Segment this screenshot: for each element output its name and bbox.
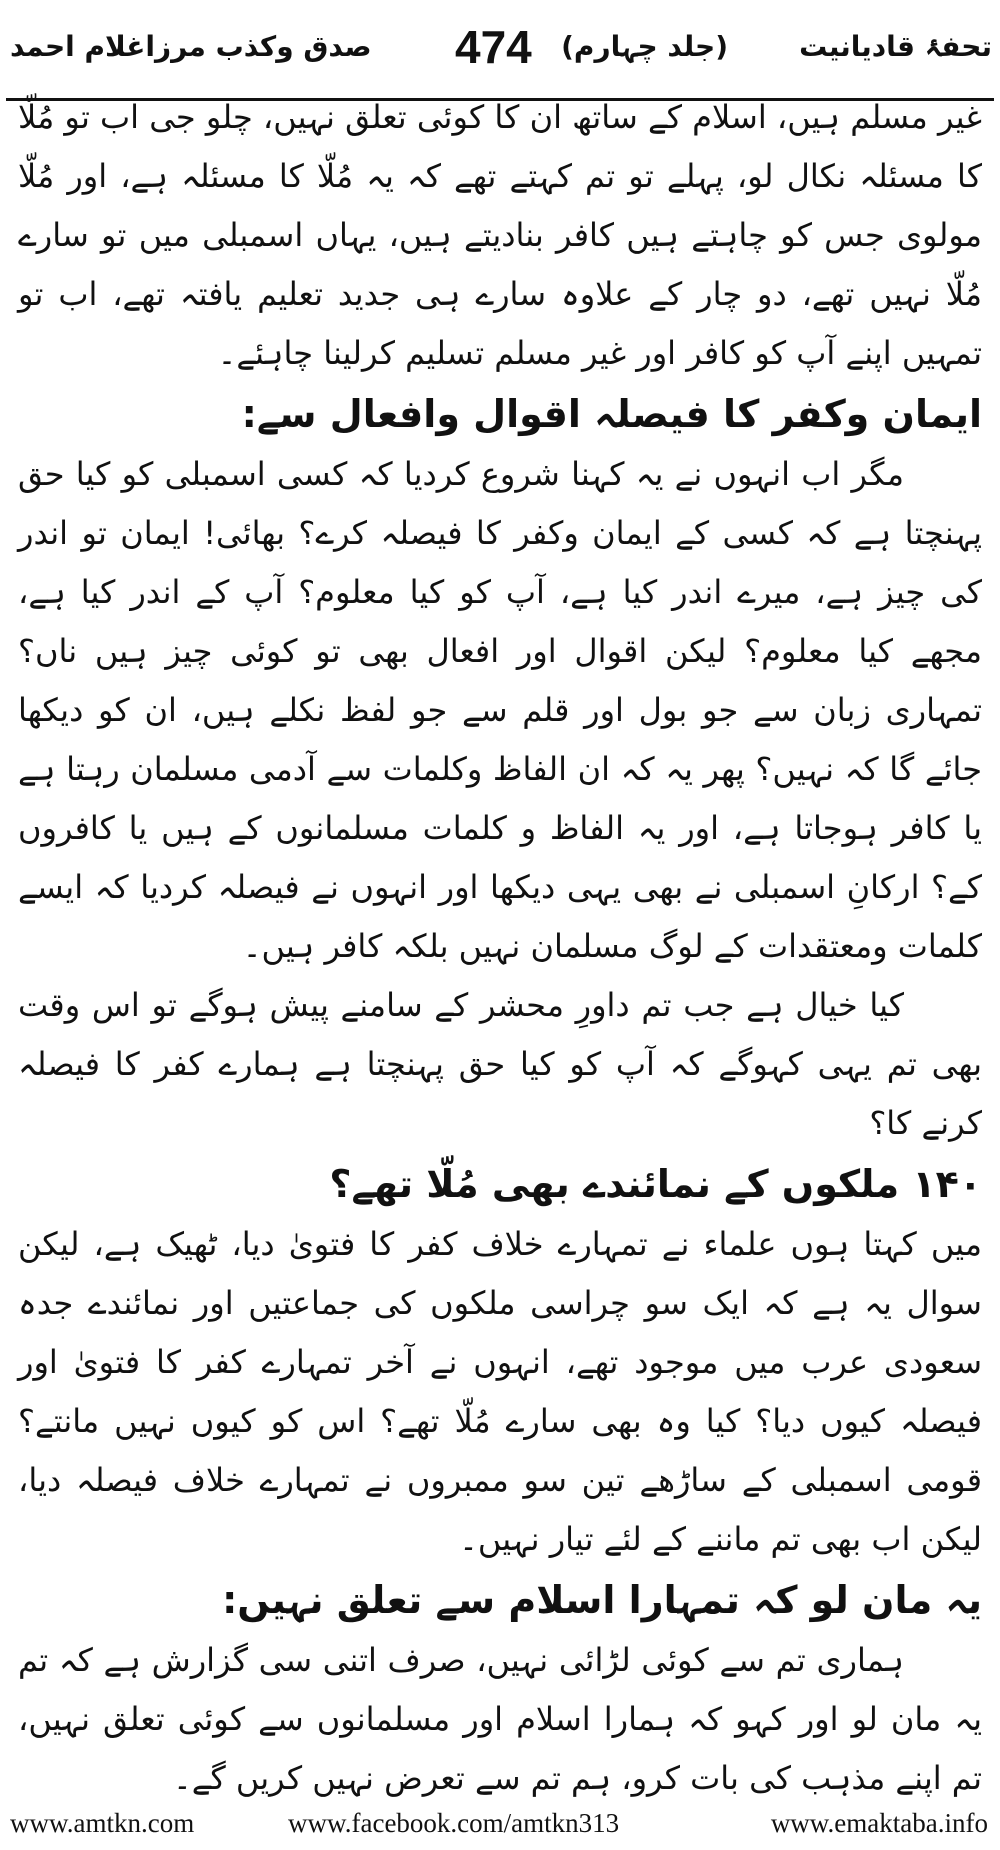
volume-label: (جلد چہارم)	[561, 30, 728, 63]
footer-link-emaktaba[interactable]: www.emaktaba.info	[770, 1808, 988, 1838]
footer-link-facebook[interactable]: www.facebook.com/amtkn313	[288, 1808, 620, 1838]
section-heading: ایمان وکفر کا فیصلہ اقوال وافعال سے:	[241, 392, 982, 436]
page-header	[0, 20, 1000, 82]
paragraph: میں کہتا ہوں علماء نے تمہارے خلاف کفر کا فتویٰ دیا، ٹھیک ہے، لیکن سوال یہ ہے کہ ایک سو چراسی ملکوں کی جماعتیں اور نمائندے جدہ سعودی عرب میں موجود تھے، انہوں نے آخر تمہارے کفر کا فتویٰ اور فیصلہ کیوں دیا؟ کیا وہ بھی سارے مُلّا تھے؟ اس کو کیوں نہیں مانتے؟ قومی اسمبلی کے ساڑھے تین سو ممبروں نے تمہارے خلاف فیصلہ دیا، لیکن اب بھی تم ماننے کے لئے تیار نہیں۔	[18, 1225, 982, 1558]
paragraph: مگر اب انہوں نے یہ کہنا شروع کردیا کہ کسی اسمبلی کو کیا حق پہنچتا ہے کہ کسی کے ایمان وکفر کا فیصلہ کرے؟ بھائی! ایمان تو اندر کی چیز ہے، میرے اندر کیا ہے، آپ کو کیا معلوم؟ آپ کے اندر کیا ہے، مجھے کیا معلوم؟ لیکن اقوال اور افعال بھی تو کوئی چیز ہیں ناں؟ تمہاری زبان سے جو بول اور قلم سے جو لفظ نکلے ہیں، ان کو دیکھا جائے گا کہ نہیں؟ پھر یہ کہ ان الفاظ وکلمات سے آدمی مسلمان رہتا ہے یا کافر ہوجاتا ہے، اور یہ الفاظ و کلمات مسلمانوں کے ہیں یا کافروں کے؟ ارکانِ اسمبلی نے بھی یہی دیکھا اور انہوں نے فیصلہ کردیا کہ ایسے کلمات ومعتقدات کے لوگ مسلمان نہیں بلکہ کافر ہیں۔	[18, 455, 983, 965]
book-title: تحفۂ قادیانیت	[799, 30, 992, 63]
page-number: 474	[455, 21, 532, 73]
paragraph: غیر مسلم ہیں، اسلام کے ساتھ ان کا کوئی تعلق نہیں، چلو جی اب تو مُلّا کا مسئلہ نکال لو، پہلے تو تم کہتے تھے کہ یہ مُلّا کا مسئلہ ہے، اور مُلّا مولوی جس کو چاہتے ہیں کافر بنادیتے ہیں، یہاں اسمبلی میں تو سارے مُلّا نہیں تھے، دو چار کے علاوہ سارے ہی جدید تعلیم یافتہ تھے، اب تو تمہیں اپنے آپ کو کافر اور غیر مسلم تسلیم کرلینا چاہئے۔	[18, 98, 982, 372]
section-title: صدق وکذب مرزاغلام احمد	[10, 30, 372, 63]
section-heading: ۱۴۰ ملکوں کے نمائندے بھی مُلّا تھے؟	[329, 1162, 982, 1206]
paragraph: کیا خیال ہے جب تم داورِ محشر کے سامنے پیش ہوگے تو اس وقت بھی تم یہی کہوگے کہ آپ کو کیا حق پہنچتا ہے ہمارے کفر کا فیصلہ کرنے کا؟	[18, 986, 982, 1142]
paragraph: ہماری تم سے کوئی لڑائی نہیں، صرف اتنی سی گزارش ہے کہ تم یہ مان لو اور کہو کہ ہمارا اسلام اور مسلمانوں سے کوئی تعلق نہیں، تم اپنے مذہب کی بات کرو، ہم تم سے تعرض نہیں کریں گے۔	[18, 1641, 982, 1797]
footer-link-amtkn[interactable]: www.amtkn.com	[10, 1808, 195, 1838]
page-body	[18, 88, 982, 1808]
page-footer	[0, 1808, 1000, 1844]
section-heading: یہ مان لو کہ تمہارا اسلام سے تعلق نہیں:	[222, 1578, 982, 1622]
